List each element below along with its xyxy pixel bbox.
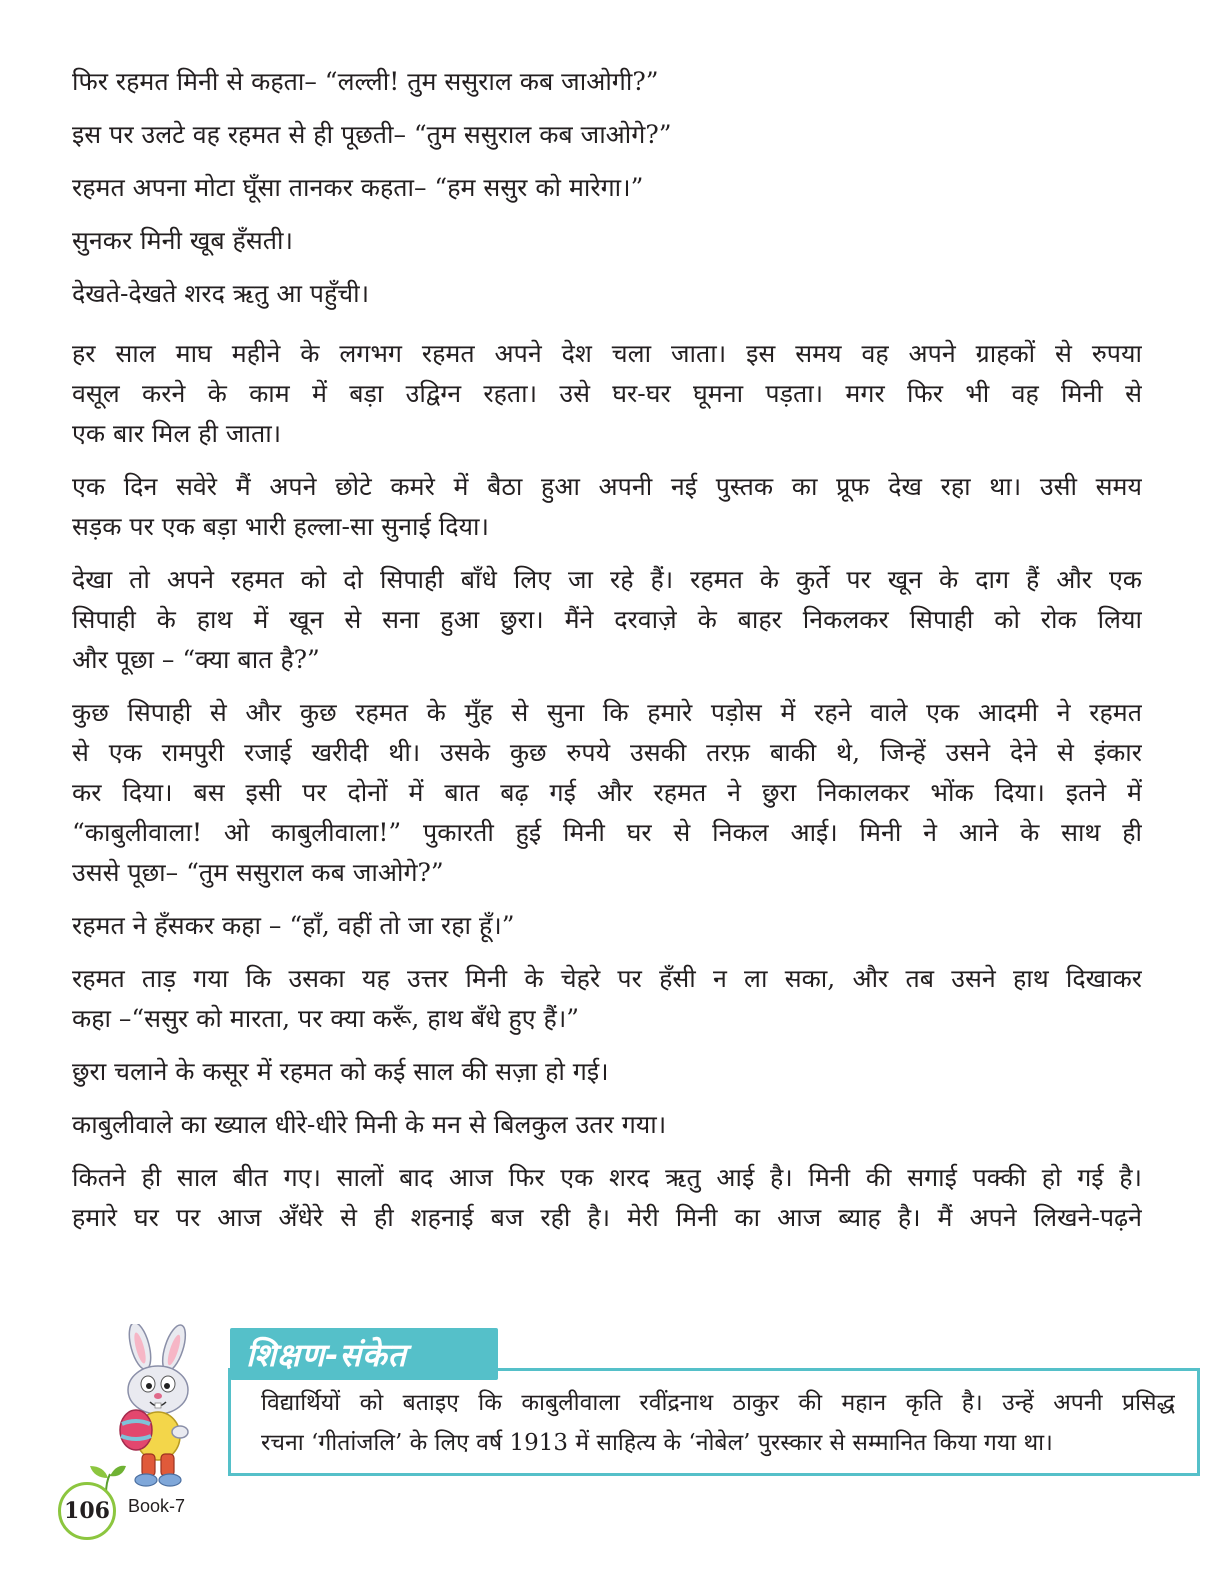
paragraph xyxy=(72,467,1142,547)
paragraph xyxy=(72,959,1142,1039)
text-line: कहा –“ससुर को मारता, पर क्या करूँ, हाथ बँधे हुए हैं।” xyxy=(72,1004,580,1033)
text-line: कितने ही साल बीत गए। सालों बाद आज फिर एक शरद ऋतु आई है। मिनी की सगाई पक्की हो गई है। xyxy=(72,1163,1142,1192)
paragraph xyxy=(72,693,1142,893)
text-line: फिर रहमत मिनी से कहता– “लल्ली! तुम ससुराल कब जाओगी?” xyxy=(72,67,659,96)
text-line: एक दिन सवेरे मैं अपने छोटे कमरे में बैठा हुआ अपनी नई पुस्तक का प्रूफ देख रहा था। उसी समय xyxy=(72,472,1142,501)
teaching-note xyxy=(60,1318,1175,1493)
teaching-note-title: शिक्षण-संकेत xyxy=(246,1335,407,1374)
text-line: और पूछा – “क्या बात है?” xyxy=(72,645,320,674)
note-line: विद्यार्थियों को बताइए कि काबुलीवाला रवींद्रनाथ ठाकुर की महान कृति है। उन्हें अपनी प्रसिद्ध xyxy=(261,1390,1175,1416)
text-line: उससे पूछा– “तुम ससुराल कब जाओगे?” xyxy=(72,858,444,887)
page-content xyxy=(72,62,1142,1251)
text-line: कुछ सिपाही से और कुछ रहमत के मुँह से सुना कि हमारे पड़ोस में रहने वाले एक आदमी ने रहमत xyxy=(72,698,1142,727)
text-line: सड़क पर एक बड़ा भारी हल्ला-सा सुनाई दिया। xyxy=(72,512,489,541)
text-line: काबुलीवाले का ख्याल धीरे-धीरे मिनी के मन से बिलकुल उतर गया। xyxy=(72,1110,667,1139)
paragraph xyxy=(72,560,1142,680)
paragraph xyxy=(72,334,1142,454)
text-line: “काबुलीवाला! ओ काबुलीवाला!” पुकारती हुई मिनी घर से निकल आई। मिनी ने आने के साथ ही xyxy=(72,818,1142,847)
paragraph xyxy=(72,1052,1142,1092)
text-line: देखते-देखते शरद ऋतु आ पहुँची। xyxy=(72,279,370,308)
text-line: वसूल करने के काम में बड़ा उद्विग्न रहता। उसे घर-घर घूमना पड़ता। मगर फिर भी वह मिनी से xyxy=(72,379,1142,408)
teaching-note-title-tab xyxy=(230,1328,498,1380)
text-line: छुरा चलाने के कसूर में रहमत को कई साल की सज़ा हो गई। xyxy=(72,1057,609,1086)
note-line: रचना ‘गीतांजलि’ के लिए वर्ष 1913 में साहित्य के ‘नोबेल’ पुरस्कार से सम्मानित किया गया था। xyxy=(261,1430,1053,1456)
footer xyxy=(58,1464,208,1544)
text-line: रहमत ताड़ गया कि उसका यह उत्तर मिनी के चेहरे पर हँसी न ला सका, और तब उसने हाथ दिखाकर xyxy=(72,964,1142,993)
text-line: से एक रामपुरी रजाई खरीदी थी। उसके कुछ रुपये उसकी तरफ़ बाकी थे, जिन्हें उसने देने से इंकार xyxy=(72,738,1142,767)
text-line: हर साल माघ महीने के लगभग रहमत अपने देश चला जाता। इस समय वह अपने ग्राहकों से रुपया xyxy=(72,339,1142,368)
text-line: रहमत अपना मोटा घूँसा तानकर कहता– “हम ससुर को मारेगा।” xyxy=(72,173,644,202)
text-line: देखा तो अपने रहमत को दो सिपाही बाँधे लिए जा रहे हैं। रहमत के कुर्ते पर खून के दाग हैं और एक xyxy=(72,565,1142,594)
text-line: कर दिया। बस इसी पर दोनों में बात बढ़ गई और रहमत ने छुरा निकालकर भोंक दिया। इतने में xyxy=(72,778,1142,807)
book-label: Book-7 xyxy=(128,1496,186,1516)
page-number: 106 xyxy=(64,1498,110,1524)
teaching-note-box xyxy=(228,1368,1200,1476)
text-line: इस पर उलटे वह रहमत से ही पूछती– “तुम ससुराल कब जाओगे?” xyxy=(72,120,672,149)
text-line: हमारे घर पर आज अँधेरे से ही शहनाई बज रही है। मेरी मिनी का आज ब्याह है। मैं अपने लिखने-पढ़ने xyxy=(72,1203,1142,1232)
paragraph xyxy=(72,1158,1142,1238)
paragraph xyxy=(72,906,1142,946)
text-line: रहमत ने हँसकर कहा – “हाँ, वहीं तो जा रहा हूँ।” xyxy=(72,911,515,940)
page-number-badge xyxy=(58,1482,116,1540)
paragraph xyxy=(72,1105,1142,1145)
text-line: सिपाही के हाथ में खून से सना हुआ छुरा। मैंने दरवाज़े के बाहर निकलकर सिपाही को रोक लिया xyxy=(72,605,1142,634)
text-line: एक बार मिल ही जाता। xyxy=(72,419,282,448)
text-line: सुनकर मिनी खूब हँसती। xyxy=(72,226,293,255)
